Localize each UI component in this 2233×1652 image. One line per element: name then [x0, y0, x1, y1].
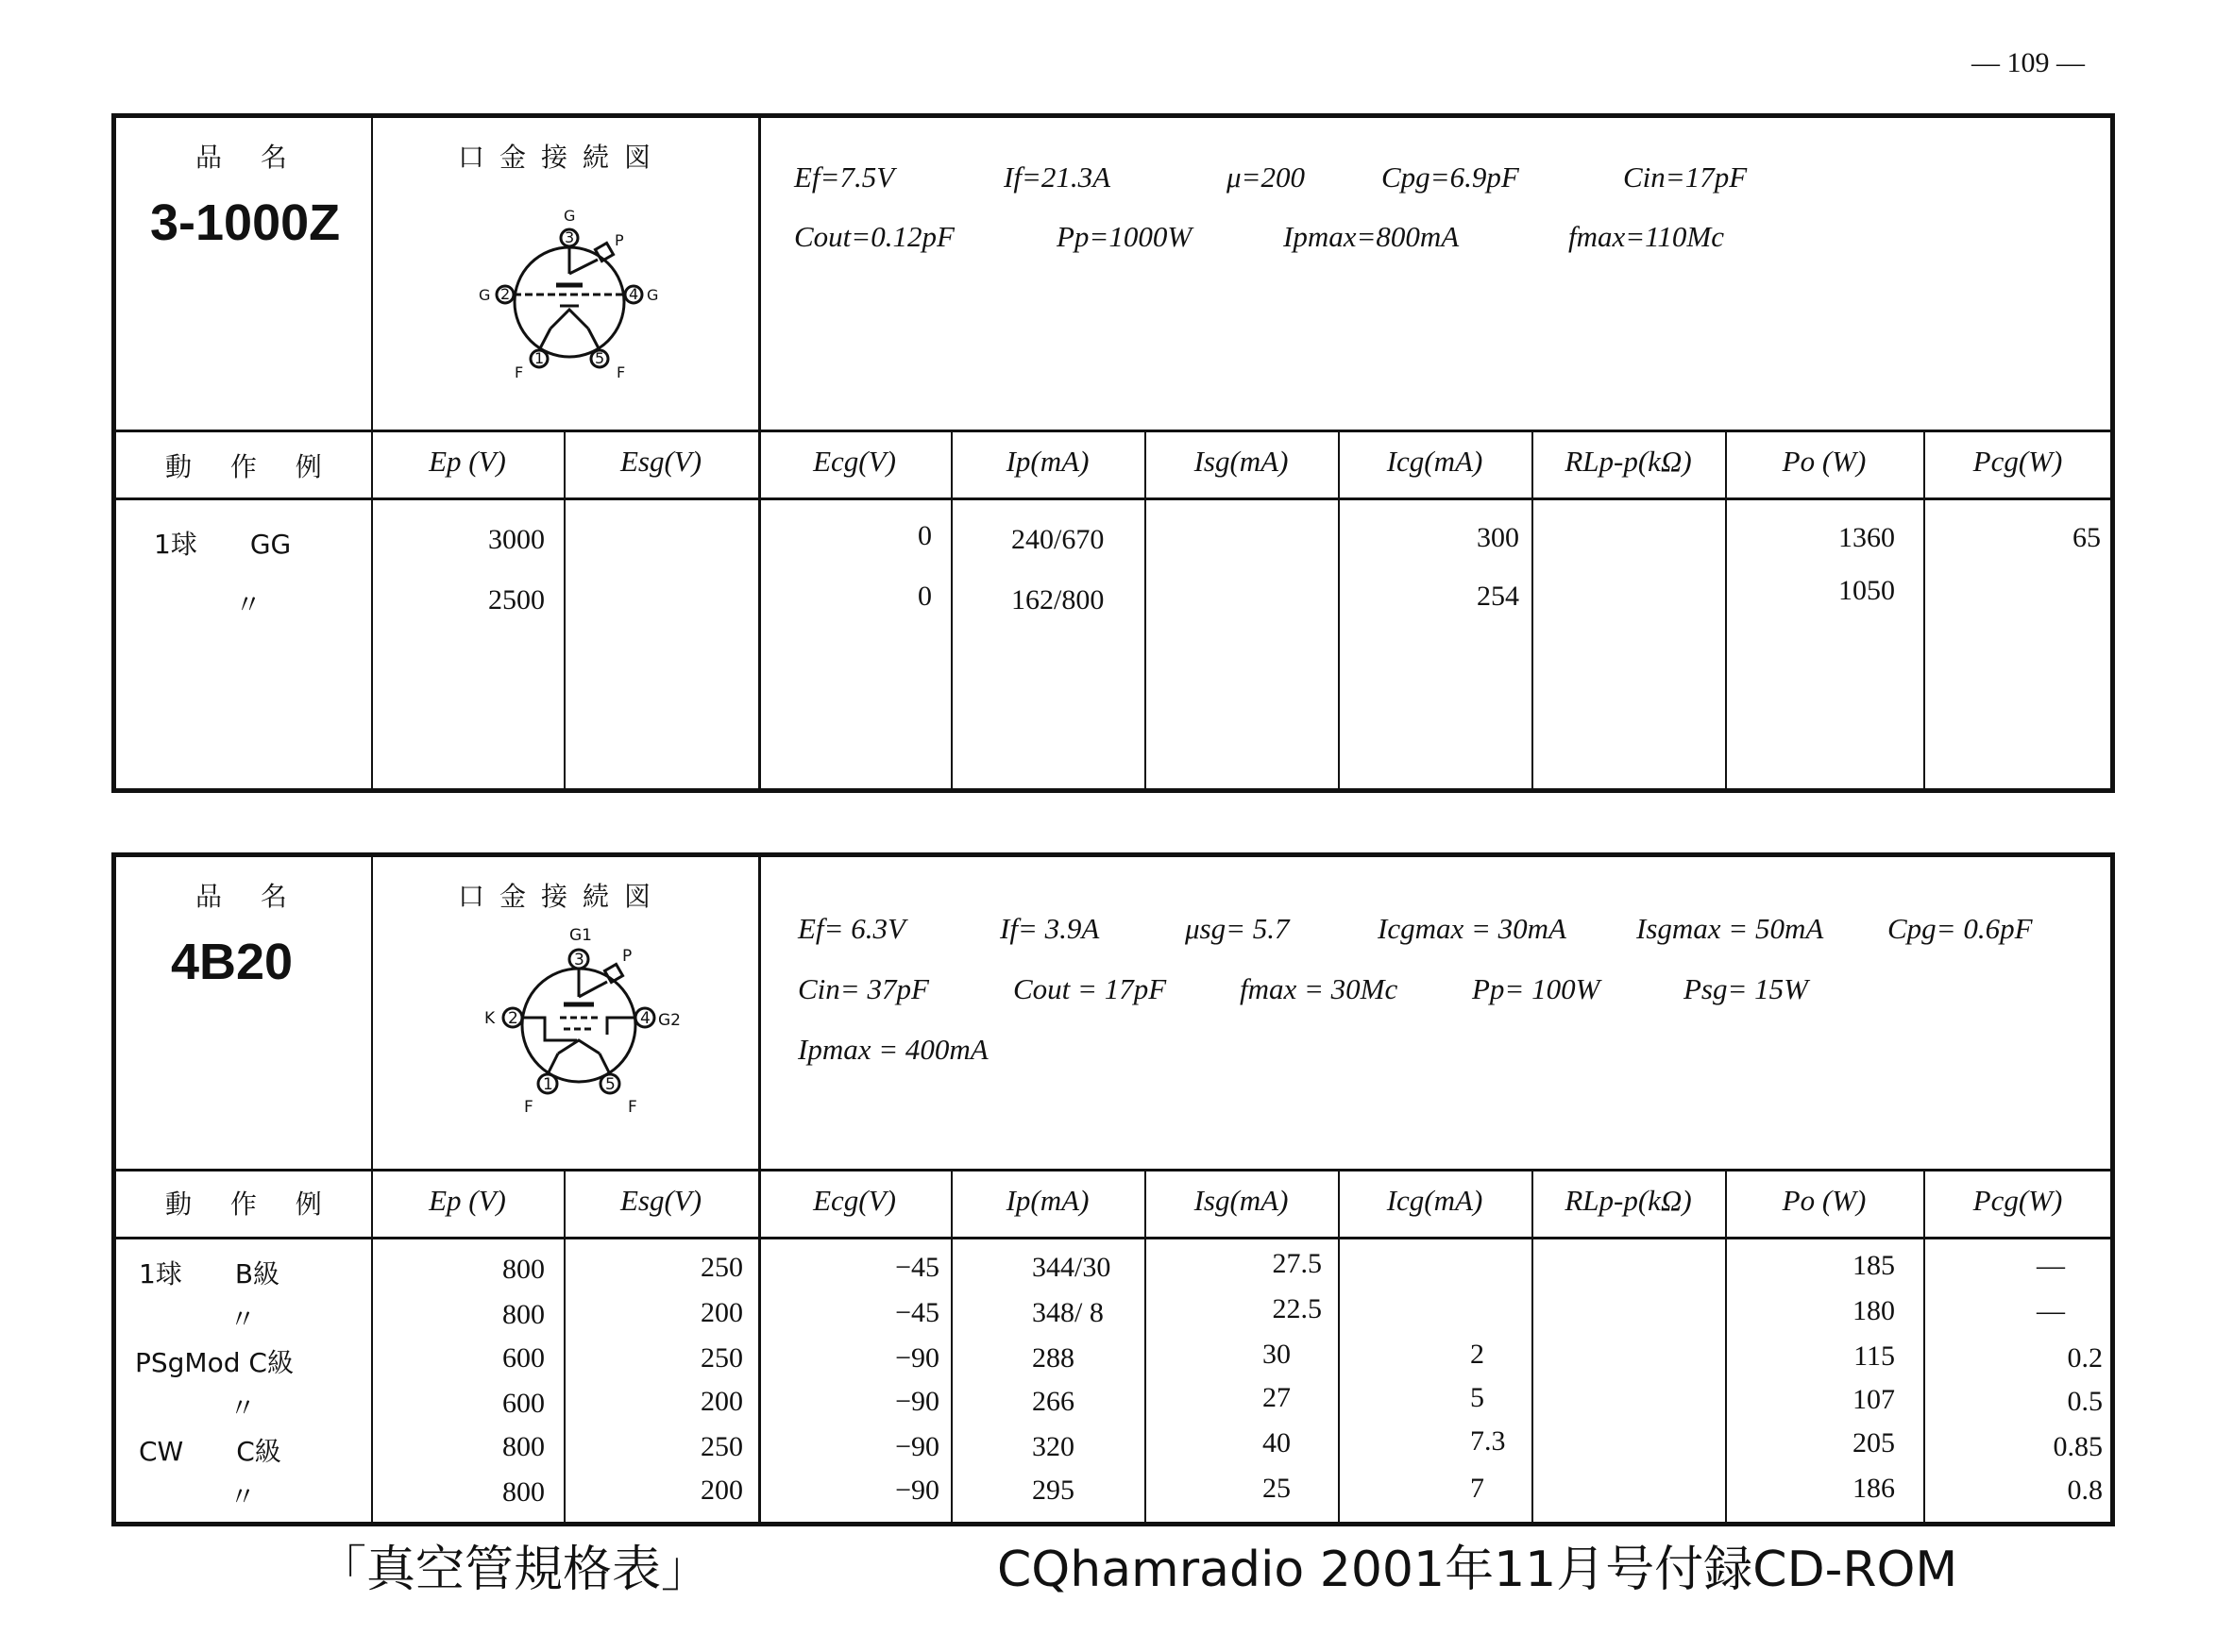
- spec-fmax: fmax=110Mc: [1568, 220, 1724, 253]
- col-header-po: Po (W): [1782, 1184, 1867, 1217]
- svg-text:G2: G2: [658, 1011, 681, 1030]
- col-header-po: Po (W): [1782, 445, 1867, 478]
- spec-ef: Ef= 6.3V: [798, 912, 905, 945]
- svg-text:4: 4: [640, 1009, 651, 1028]
- spec-ef: Ef=7.5V: [794, 160, 895, 194]
- svg-text:K: K: [484, 1009, 496, 1028]
- col-header-isg: Isg(mA): [1193, 1184, 1289, 1217]
- col-header-isg: Isg(mA): [1193, 445, 1289, 478]
- spec-pp: Pp=1000W: [1057, 220, 1193, 253]
- tube-sheet-3-1000z: 品 名 3-1000Z 口金接続図 G 3 2 4 1 5 P G G F F Ef=7.5V If=21.3A μ=200 Cpg=6.9pF Cin=17pF Cout=0.12pF Pp=1000W Ipmax=800mA fmax=110Mc 動 作 例 Ep (V) Esg(V) Ecg(V) Ip(mA) Isg(mA) Icg(mA) RLp-p(kΩ) Po (W) Pcg(W) 1球 GG 3000 0 240/670 300 1360 65 〃 2500 0 162/800 254 1050: [111, 113, 2115, 793]
- svg-text:2: 2: [508, 1009, 518, 1028]
- svg-text:3: 3: [574, 951, 584, 969]
- operation-label: 動 作 例: [165, 1188, 337, 1220]
- col-header-ep: Ep (V): [429, 1184, 506, 1217]
- page-number: — 109 —: [1971, 47, 2085, 78]
- col-header-rl: RLp-p(kΩ): [1565, 445, 1692, 478]
- model-label: 品 名: [195, 142, 302, 173]
- col-header-esg: Esg(V): [619, 445, 702, 478]
- col-header-icg: Icg(mA): [1386, 445, 1483, 478]
- svg-text:F: F: [515, 363, 524, 381]
- diagram-label: 口金接続図: [458, 881, 667, 912]
- spec-cout: Cout=0.12pF: [794, 220, 955, 253]
- spec-icgmax: Icgmax = 30mA: [1378, 912, 1566, 945]
- col-header-ecg: Ecg(V): [813, 1184, 896, 1217]
- tube-model-name: 3-1000Z: [150, 194, 341, 251]
- footer-title: 「真空管規格表」: [317, 1542, 711, 1598]
- spec-if: If= 3.9A: [1000, 912, 1100, 945]
- col-header-icg: Icg(mA): [1386, 1184, 1483, 1217]
- spec-isgmax: Isgmax = 50mA: [1636, 912, 1824, 945]
- svg-text:F: F: [524, 1098, 533, 1117]
- svg-text:1: 1: [534, 349, 545, 367]
- col-header-ip: Ip(mA): [1006, 445, 1090, 478]
- tube-model-name: 4B20: [171, 934, 294, 990]
- spec-ipmax: Ipmax=800mA: [1283, 220, 1460, 253]
- diagram-label: 口金接続図: [458, 142, 667, 173]
- spec-cin: Cin= 37pF: [798, 972, 929, 1005]
- spec-pp: Pp= 100W: [1472, 972, 1600, 1005]
- spec-mu: μ=200: [1226, 160, 1305, 194]
- col-header-ip: Ip(mA): [1006, 1184, 1090, 1217]
- spec-fmax: fmax = 30Mc: [1240, 972, 1398, 1005]
- svg-text:G: G: [647, 286, 659, 304]
- svg-text:3: 3: [565, 228, 575, 246]
- pin-label: G: [564, 208, 576, 225]
- svg-text:5: 5: [605, 1075, 616, 1094]
- spec-cout: Cout = 17pF: [1013, 972, 1167, 1005]
- spec-if: If=21.3A: [1004, 160, 1111, 194]
- spec-mu: μsg= 5.7: [1185, 912, 1290, 945]
- col-header-ecg: Ecg(V): [813, 445, 896, 478]
- spec-cpg: Cpg= 0.6pF: [1887, 912, 2033, 945]
- svg-text:4: 4: [629, 285, 639, 303]
- col-header-rl: RLp-p(kΩ): [1565, 1184, 1692, 1217]
- col-header-pcg: Pcg(W): [1972, 445, 2063, 478]
- svg-text:F: F: [628, 1098, 637, 1117]
- spec-cpg: Cpg=6.9pF: [1381, 160, 1519, 194]
- svg-text:F: F: [617, 363, 626, 381]
- model-label: 品 名: [195, 881, 302, 912]
- svg-text:1: 1: [543, 1075, 553, 1094]
- spec-cin: Cin=17pF: [1623, 160, 1748, 194]
- base-connection-diagram: [465, 208, 673, 396]
- svg-text:G: G: [479, 286, 491, 304]
- col-header-pcg: Pcg(W): [1972, 1184, 2063, 1217]
- spec-ipmax: Ipmax = 400mA: [798, 1033, 989, 1066]
- svg-text:2: 2: [500, 285, 511, 303]
- col-header-ep: Ep (V): [429, 445, 506, 478]
- base-connection-diagram: [465, 923, 692, 1121]
- operation-label: 動 作 例: [165, 451, 337, 482]
- tube-sheet-4b20: 品 名 4B20 口金接続図 G1 3 2 4 1 5 P K G2 F F Ef= 6.3V If= 3.9A μsg= 5.7 Icgmax = 30mA Isgmax = 50mA Cpg= 0.6pF Cin= 37pF Cout = 17pF fmax = 30Mc Pp= 100W Psg= 15W Ipmax = 400mA 動 作 例 Ep (V) Esg(V) Ecg(V) Ip(mA) Isg(mA) Icg(mA) RLp-p(kΩ) Po (W) Pcg(W) 1球 B級 800 250 −45 344/30 27.5 185 — 〃 800 200 −45 348/ 8 22.5 180 — PSgMod C級 600 250 −90 288 30 2 115 0.2 〃 600 200 −90 266 27 5 107 0.5 CW C級 800 250 −90 320 40 7.3 205 0.85 〃 800 200 −90 295 25 7 186 0.8: [111, 852, 2115, 1526]
- col-header-esg: Esg(V): [619, 1184, 702, 1217]
- spec-psg: Psg= 15W: [1683, 972, 1808, 1005]
- svg-text:5: 5: [595, 349, 605, 367]
- svg-text:P: P: [615, 231, 624, 249]
- svg-text:P: P: [622, 947, 633, 966]
- footer-source: CQhamradio 2001年11月号付録CD-ROM: [997, 1542, 1958, 1598]
- svg-text:G1: G1: [569, 926, 592, 945]
